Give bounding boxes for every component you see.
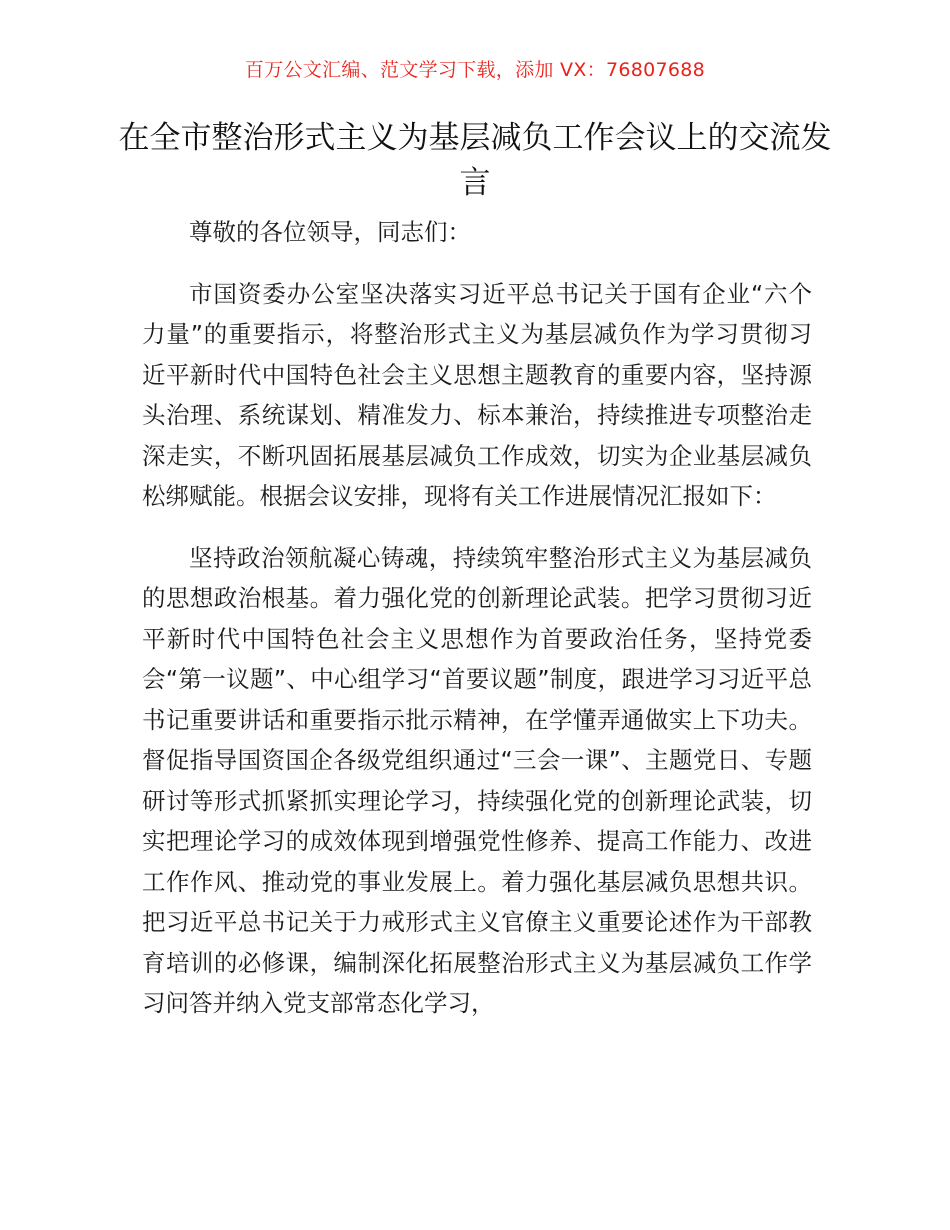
header-note: 百万公文汇编、范文学习下载，添加 VX：76807688 — [244, 59, 706, 81]
salutation: 尊敬的各位领导，同志们： — [189, 218, 471, 246]
paragraph-1: 市国资委办公室坚决落实习近平总书记关于国有企业“六个力量”的重要指示，将整治形式主义为基层减负作为学习贯彻习近平新时代中国特色社会主义思想主题教育的重要内容，坚持源头治理、系统谋划、精准发力、标本兼治，持续推进专项整治走深走实，不断巩固拓展基层减负工作成效，切实为企业基层减负松绑赋能。根据会议安排，现将有关工作进展情况汇报如下： — [142, 279, 812, 510]
document-body — [142, 212, 812, 1045]
paragraph-2: 坚持政治领航凝心铸魂，持续筑牢整治形式主义为基层减负的思想政治根基。着力强化党的创新理论武装。把学习贯彻习近平新时代中国特色社会主义思想作为首要政治任务，坚持党委会“第一议题”、中心组学习“首要议题”制度，跟进学习习近平总书记重要讲话和重要指示批示精神，在学懂弄通做实上下功夫。督促指导国资国企各级党组织通过“三会一课”、主题党日、专题研讨等形式抓紧抓实理论学习，持续强化党的创新理论武装，切实把理论学习的成效体现到增强党性修养、提高工作能力、改进工作作风、推动党的事业发展上。着力强化基层减负思想共识。把习近平总书记关于力戒形式主义官僚主义重要论述作为干部教育培训的必修课，编制深化拓展整治形式主义为基层减负工作学习问答并纳入党支部常态化学习， — [142, 543, 812, 1017]
document-title: 在全市整治形式主义为基层减负工作会议上的交流发言 — [118, 120, 832, 201]
